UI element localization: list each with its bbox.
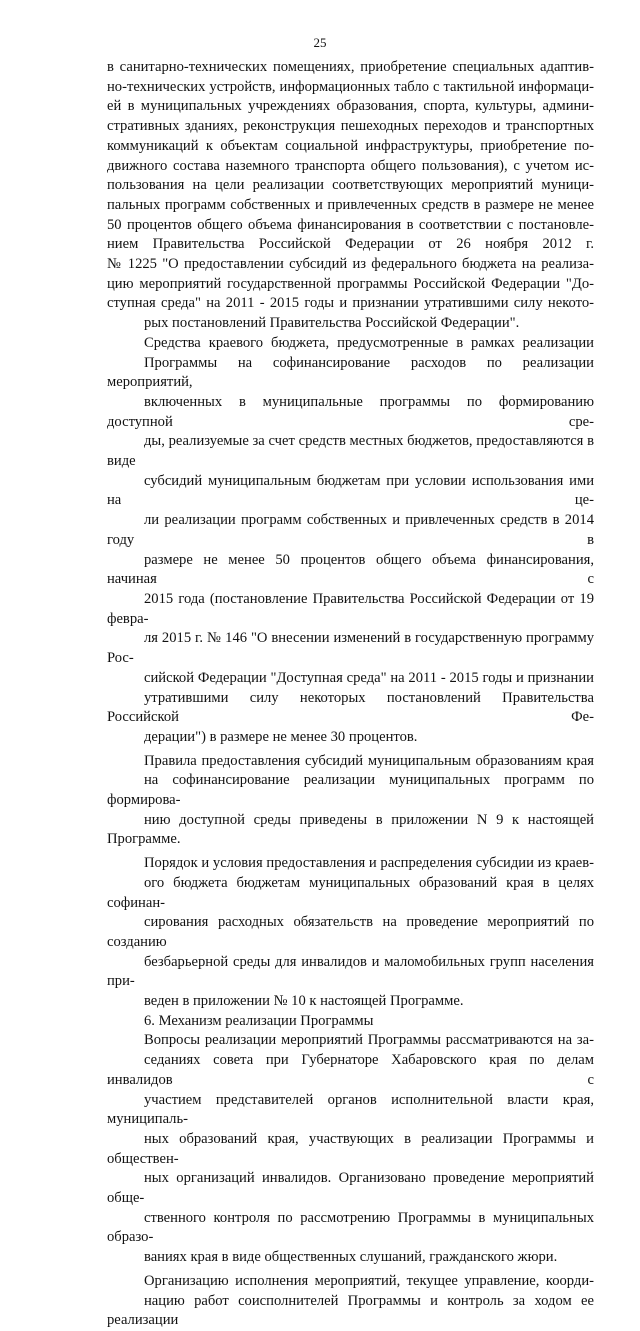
section-heading: 6. Механизм реализации Программы xyxy=(144,1012,374,1029)
text-line: веден в приложении № 10 к настоящей Программе. xyxy=(144,993,464,1010)
text-line: ей в муниципальных учреждениях образования, спорта, культуры, админи- xyxy=(107,98,594,115)
text-line: ли реализации программ собственных и привлеченных средств в 2014 году в xyxy=(107,512,594,548)
text-line: ого бюджета бюджетам муниципальных образований края в целях софинан- xyxy=(107,874,594,911)
document-body xyxy=(107,58,594,1331)
text-line: субсидий муниципальным бюджетам при условии использования ими на це- xyxy=(107,472,594,509)
text-line: Вопросы реализации мероприятий Программы рассматриваются на за- xyxy=(144,1032,594,1049)
text-line: 50 процентов общего объема финансирования в соответствии с постановле- xyxy=(107,216,594,233)
paragraph xyxy=(107,854,594,1012)
text-line: Программы на софинансирование расходов по реализации мероприятий, xyxy=(107,354,594,391)
text-line: стративных зданиях, реконструкция пешеходных переходов и транспортных xyxy=(107,118,594,135)
paragraph xyxy=(107,58,594,334)
text-line: включенных в муниципальные программы по формированию доступной сре- xyxy=(107,393,594,430)
text-line: ды, реализуемые за счет средств местных бюджетов, предоставляются в виде xyxy=(107,433,594,470)
paragraph xyxy=(107,334,594,748)
text-line: 2015 года (постановление Правительства Российской Федерации от 19 февра- xyxy=(107,590,594,627)
text-line: участием представителей органов исполнительной власти края, муниципаль- xyxy=(107,1091,594,1128)
text-line: Правила предоставления субсидий муниципальным образованиям края xyxy=(144,752,594,769)
text-line: размере не менее 50 процентов общего объема финансирования, начиная с xyxy=(107,551,594,588)
text-line: но-технических устройств, информационных табло с тактильной информаци- xyxy=(107,78,594,95)
text-line: ственного контроля по рассмотрению Программы в муниципальных образо- xyxy=(107,1209,594,1246)
text-line: Средства краевого бюджета, предусмотренные в рамках реализации xyxy=(144,334,594,351)
text-line: безбарьерной среды для инвалидов и маломобильных групп населения при- xyxy=(107,953,594,990)
text-line: пальных программ собственных и привлеченных средств в размере не менее xyxy=(107,196,594,213)
text-line: седаниях совета при Губернаторе Хабаровского края по делам инвалидов с xyxy=(107,1052,594,1088)
text-line: коммуникаций к объектам социальной инфраструктуры, приобретение по- xyxy=(107,137,594,154)
text-line: нацию работ соисполнителей Программы и контроль за ходом ее реализации xyxy=(107,1292,594,1329)
text-line: утратившими силу некоторых постановлений Правительства Российской Фе- xyxy=(107,689,594,726)
text-line: сийской Федерации "Доступная среда" на 2011 - 2015 годы и признании xyxy=(144,669,594,686)
paragraph xyxy=(107,1272,594,1331)
paragraph xyxy=(107,1031,594,1267)
text-line: дерации") в размере не менее 30 процентов. xyxy=(144,728,418,745)
text-line: ных образований края, участвующих в реализации Программы и обществен- xyxy=(107,1130,594,1167)
text-line: ваниях края в виде общественных слушаний, гражданского жюри. xyxy=(144,1249,558,1266)
text-line: Порядок и условия предоставления и распределения субсидии из краев- xyxy=(144,855,594,872)
text-line: ступная среда" на 2011 - 2015 годы и признании утратившими силу некото- xyxy=(107,295,594,312)
text-line: Организацию исполнения мероприятий, текущее управление, коорди- xyxy=(144,1272,594,1289)
text-line: нием Правительства Российской Федерации от 26 ноября 2012 г. xyxy=(107,236,594,253)
text-line: ля 2015 г. № 146 "О внесении изменений в государственную программу Рос- xyxy=(107,630,594,667)
text-line: сирования расходных обязательств на проведение мероприятий по созданию xyxy=(107,914,594,950)
page-number: 25 xyxy=(313,35,327,50)
text-line: ных организаций инвалидов. Организовано проведение мероприятий обще- xyxy=(107,1170,594,1207)
text-line: в санитарно-технических помещениях, приобретение специальных адаптив- xyxy=(107,59,594,75)
paragraph xyxy=(107,752,594,851)
text-line: на софинансирование реализации муниципальных программ по формирова- xyxy=(107,772,594,809)
text-line: движного состава наземного транспорта общего пользования), с учетом ис- xyxy=(107,157,594,174)
text-line: рых постановлений Правительства Российской Федерации". xyxy=(144,315,520,332)
text-line: пользования на цели реализации соответствующих мероприятий муници- xyxy=(107,177,594,194)
text-line: № 1225 "О предоставлении субсидий из федерального бюджета на реализа- xyxy=(107,256,594,273)
text-line: цию мероприятий государственной программы Российской Федерации "До- xyxy=(107,275,594,292)
text-line: нию доступной среды приведены в приложении N 9 к настоящей Программе. xyxy=(107,811,594,848)
